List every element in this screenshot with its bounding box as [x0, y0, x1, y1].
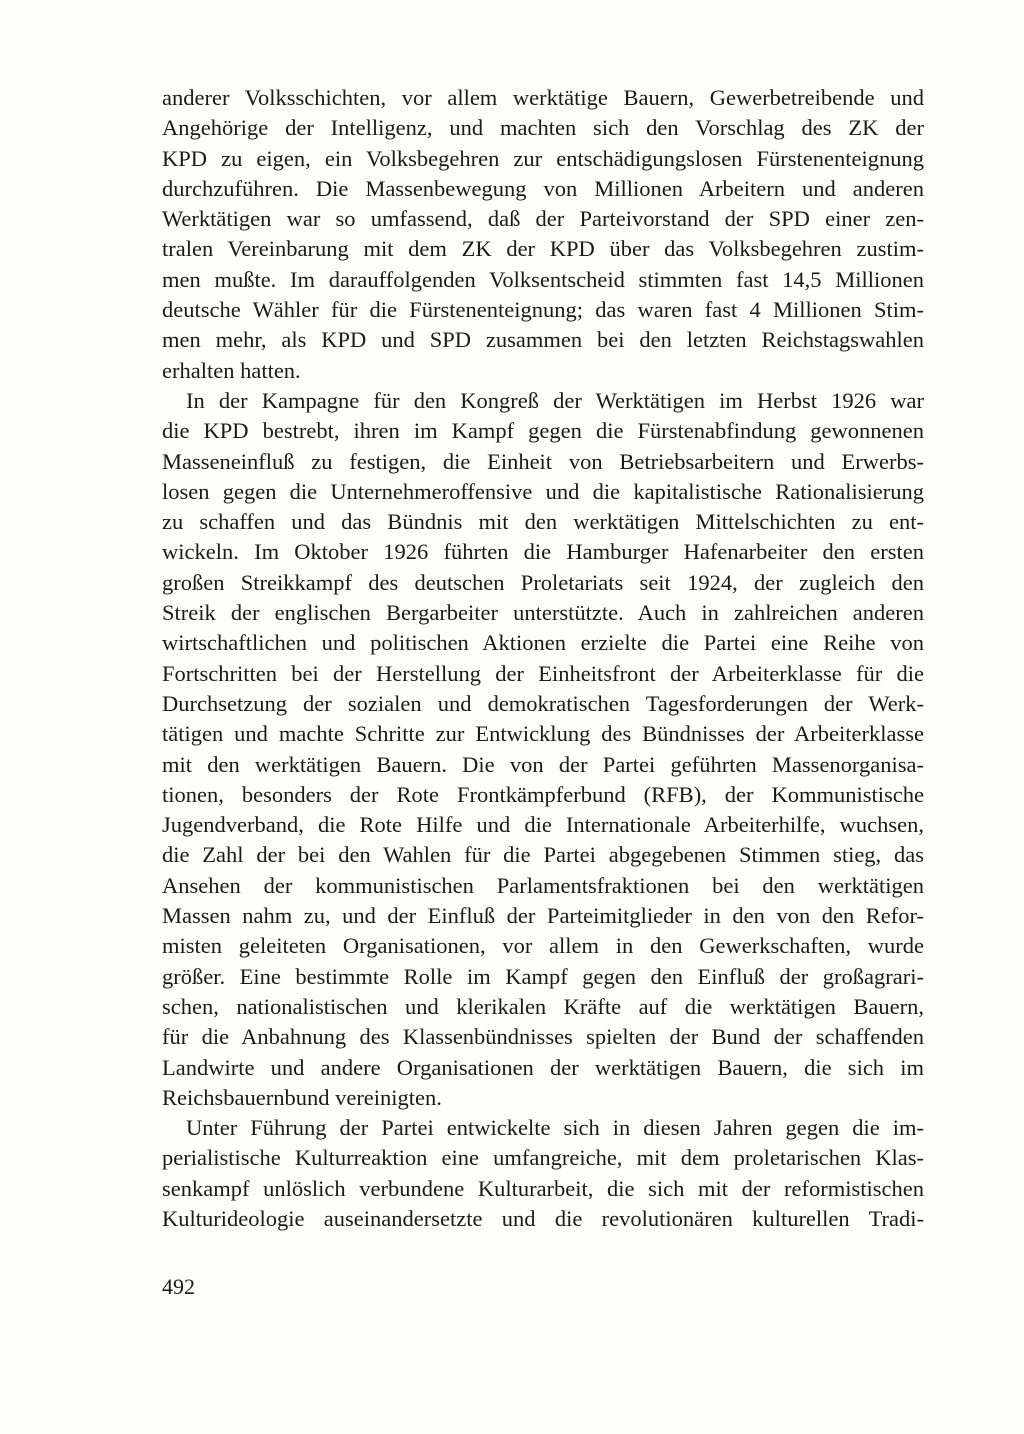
text-line: wirtschaftlichen und politischen Aktionen erzielte die Partei eine Reihe von: [162, 630, 924, 656]
text-line: für die Anbahnung des Klassenbündnisses spielten der Bund der schaffenden: [162, 1024, 924, 1050]
body-text: [162, 83, 924, 1234]
text-line: Ansehen der kommunistischen Parlamentsfraktionen bei den werktätigen: [162, 872, 924, 898]
paragraph-3: [162, 1113, 924, 1234]
text-line: größer. Eine bestimmte Rolle im Kampf gegen den Einfluß der großagrari-: [162, 963, 924, 989]
text-line: men mehr, als KPD und SPD zusammen bei den letzten Reichstagswahlen: [162, 327, 924, 353]
text-line: erhalten hatten.: [162, 357, 301, 383]
text-line: deutsche Wähler für die Fürstenenteignung; das waren fast 4 Millionen Stim-: [162, 297, 924, 323]
text-line: Jugendverband, die Rote Hilfe und die Internationale Arbeiterhilfe, wuchsen,: [162, 812, 924, 838]
text-line: Angehörige der Intelligenz, und machten sich den Vorschlag des ZK der: [162, 115, 924, 141]
text-line: Massen nahm zu, und der Einfluß der Parteimitglieder in den von den Refor-: [162, 903, 924, 929]
paragraph-2: [162, 386, 924, 1113]
text-line: Kulturideologie auseinandersetzte und die revolutionären kulturellen Tradi-: [162, 1205, 924, 1231]
text-line: Fortschritten bei der Herstellung der Einheitsfront der Arbeiterklasse für die: [162, 660, 924, 686]
text-line: tätigen und machte Schritte zur Entwicklung des Bündnisses der Arbeiterklasse: [162, 721, 924, 747]
text-line: tionen, besonders der Rote Frontkämpferbund (RFB), der Kommunistische: [162, 781, 924, 807]
paragraph-1: [162, 83, 924, 386]
text-line: senkampf unlöslich verbundene Kulturarbeit, die sich mit der reformistischen: [162, 1175, 924, 1201]
text-line: wickeln. Im Oktober 1926 führten die Hamburger Hafenarbeiter den ersten: [162, 539, 924, 565]
text-line: perialistische Kulturreaktion eine umfangreiche, mit dem proletarischen Klas-: [162, 1145, 924, 1171]
text-line: anderer Volksschichten, vor allem werktätige Bauern, Gewerbetreibende und: [162, 85, 924, 110]
text-line: KPD zu eigen, ein Volksbegehren zur entschädigungslosen Fürstenenteignung: [162, 145, 924, 171]
text-line: men mußte. Im darauffolgenden Volksentscheid stimmten fast 14,5 Millionen: [162, 266, 924, 292]
text-line: misten geleiteten Organisationen, vor allem in den Gewerkschaften, wurde: [162, 933, 924, 959]
text-line: Reichsbauernbund vereinigten.: [162, 1084, 442, 1110]
text-line: tralen Vereinbarung mit dem ZK der KPD über das Volksbegehren zustim-: [162, 236, 924, 262]
text-line: Landwirte und andere Organisationen der werktätigen Bauern, die sich im: [162, 1054, 924, 1080]
text-line: durchzuführen. Die Massenbewegung von Millionen Arbeitern und anderen: [162, 175, 924, 201]
text-line: die Zahl der bei den Wahlen für die Partei abgegebenen Stimmen stieg, das: [162, 842, 924, 868]
text-line: Masseneinfluß zu festigen, die Einheit von Betriebsarbeitern und Erwerbs-: [162, 448, 924, 474]
text-line: schen, nationalistischen und klerikalen Kräfte auf die werktätigen Bauern,: [162, 993, 924, 1019]
text-line: mit den werktätigen Bauern. Die von der Partei geführten Massenorganisa-: [162, 751, 924, 777]
page-number: 492: [162, 1274, 195, 1299]
text-line: Streik der englischen Bergarbeiter unterstützte. Auch in zahlreichen anderen: [162, 600, 924, 626]
text-line: In der Kampagne für den Kongreß der Werktätigen im Herbst 1926 war: [186, 387, 924, 413]
text-line: Werktätigen war so umfassend, daß der Parteivorstand der SPD einer zen-: [162, 206, 924, 232]
text-line: Unter Führung der Partei entwickelte sich in diesen Jahren gegen die im-: [186, 1115, 924, 1141]
text-line: zu schaffen und das Bündnis mit den werktätigen Mittelschichten zu ent-: [162, 509, 924, 535]
text-line: Durchsetzung der sozialen und demokratischen Tagesforderungen der Werk-: [162, 690, 924, 716]
text-line: losen gegen die Unternehmeroffensive und die kapitalistische Rationalisierung: [162, 478, 924, 504]
text-line: die KPD bestrebt, ihren im Kampf gegen die Fürstenabfindung gewonnenen: [162, 418, 924, 444]
text-line: großen Streikkampf des deutschen Proletariats seit 1924, der zugleich den: [162, 569, 924, 595]
